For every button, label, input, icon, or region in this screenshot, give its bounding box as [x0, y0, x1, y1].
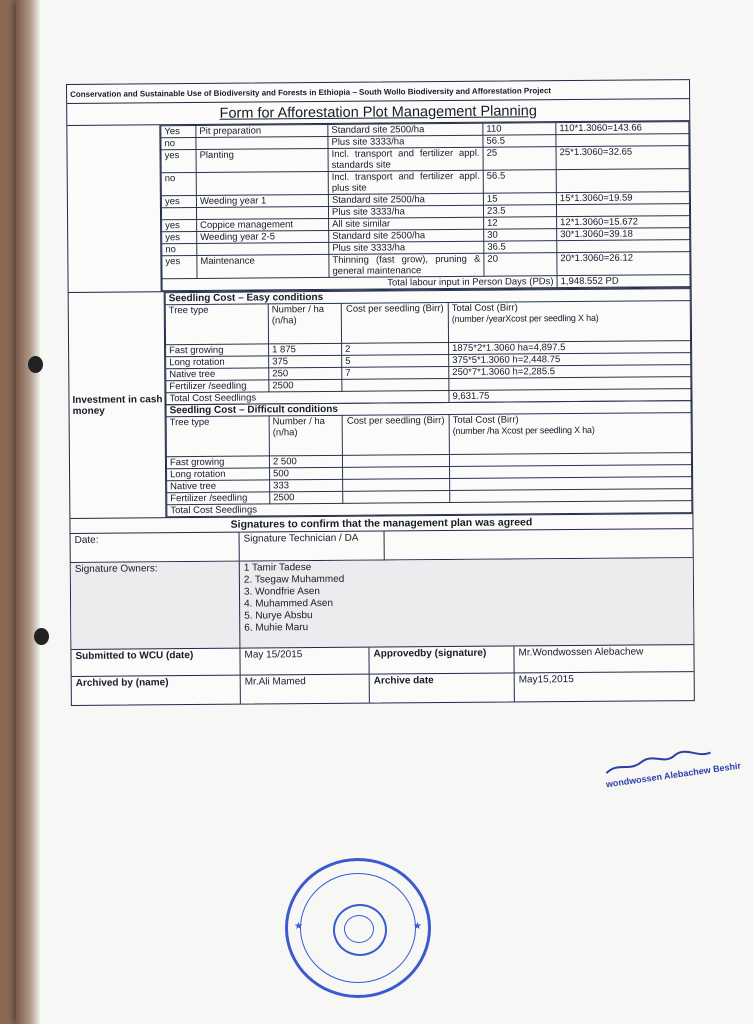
- labour-yes-no: yes: [161, 195, 196, 207]
- labour-description: Plus site 3333/ha: [329, 241, 484, 254]
- submitted-label: Submitted to WCU (date): [71, 649, 240, 676]
- labour-calculation: 25*1.3060=32.65: [556, 146, 689, 170]
- signature-title: Signatures to confirm that the management plan was agreed: [70, 514, 692, 534]
- labour-activity: Planting: [196, 148, 328, 172]
- labour-yes-no: yes: [162, 231, 197, 243]
- official-seal-icon: ★ ★: [285, 858, 431, 998]
- labour-total-value: 1,948.552 PD: [557, 275, 690, 288]
- owner-name: 1 Tamir Tadese: [243, 562, 312, 574]
- labour-calculation: 12*1.3060=15.672: [557, 216, 690, 229]
- labour-yes-no: [161, 207, 196, 219]
- labour-person-days: 23.5: [483, 205, 556, 218]
- labour-yes-no: yes: [162, 219, 197, 231]
- easy-col-total-note: (number /yearXcost per seedling X ha): [451, 312, 599, 324]
- labour-activity: Weeding year 2-5: [197, 230, 329, 243]
- easy-number-per-ha: 250: [269, 367, 342, 380]
- labour-activity: [196, 171, 328, 195]
- easy-col-total-title: Total Cost (Birr): [451, 302, 518, 314]
- labour-description: Thinning (fast grow), pruning & general maintenance: [329, 253, 484, 277]
- labour-yes-no: no: [161, 137, 196, 149]
- easy-total-cost: 1875*2*1.3060 ha=4,897.5: [449, 341, 691, 355]
- approved-value: Mr.Wondwossen Alebachew: [518, 646, 644, 659]
- easy-cost-per-seedling: 7: [342, 367, 449, 380]
- difficult-col-cost: Cost per seedling (Birr): [342, 415, 449, 456]
- owners-label: Signature Owners:: [71, 562, 241, 649]
- owner-name: 3. Wondfrie Asen: [243, 586, 321, 598]
- labour-person-days: 56.5: [483, 170, 556, 194]
- labour-side-label: [67, 125, 161, 292]
- submitted-value: May 15/2015: [240, 648, 369, 675]
- easy-total-cost: 250*7*1.3060 h=2,285.5: [449, 365, 691, 379]
- difficult-col-number: Number / ha (n/ha): [269, 415, 342, 456]
- labour-calculation: 15*1.3060=19.59: [556, 192, 689, 205]
- blue-signature-text: wondwossen Alebachew Beshir: [605, 760, 742, 790]
- labour-activity: Pit preparation: [196, 124, 328, 137]
- owners-list: [240, 558, 694, 648]
- labour-calculation: [557, 240, 690, 253]
- labour-yes-no: no: [162, 243, 197, 255]
- punch-hole-top: [28, 356, 43, 373]
- signature-owners-row: [71, 558, 694, 650]
- labour-calculation: [556, 204, 689, 217]
- easy-number-per-ha: 1 875: [269, 343, 342, 356]
- labour-description: Incl. transport and fertilizer appl. plus site: [328, 170, 483, 194]
- easy-total-value: 9,631.75: [449, 389, 691, 403]
- labour-person-days: 15: [483, 193, 556, 206]
- easy-tree-type: Native tree: [166, 368, 269, 381]
- labour-section: [67, 121, 690, 293]
- difficult-tree-type: Fertilizer /seedling: [167, 492, 270, 505]
- difficult-cost-per-seedling[interactable]: [342, 455, 449, 468]
- easy-seedling-table: [165, 288, 692, 405]
- investment-label: Investment in cash money: [69, 292, 167, 518]
- difficult-tree-type: Fast growing: [166, 456, 269, 469]
- easy-total-label: Total Cost Seedlings: [166, 391, 449, 405]
- labour-person-days: 25: [483, 147, 556, 171]
- labour-yes-no: no: [161, 172, 196, 195]
- easy-number-per-ha: 375: [269, 355, 342, 368]
- difficult-cost-per-seedling[interactable]: [343, 490, 450, 503]
- form-title: Form for Afforestation Plot Management Planning: [67, 99, 689, 126]
- difficult-number-per-ha: 500: [270, 467, 343, 480]
- difficult-cost-per-seedling[interactable]: [343, 478, 450, 491]
- owner-name: 4. Muhammed Asen: [244, 597, 334, 610]
- labour-activity: [197, 242, 329, 255]
- difficult-tree-type: Native tree: [167, 480, 270, 493]
- owner-name: 6. Muhie Maru: [244, 622, 309, 634]
- easy-col-total: [448, 301, 690, 343]
- labour-calculation: [556, 134, 689, 147]
- signature-section: [70, 514, 693, 705]
- archived-label: Archived by (name): [72, 676, 241, 705]
- difficult-title: Seedling Cost – Difficult conditions: [166, 401, 691, 417]
- archive-date-value: May15,2015: [518, 674, 574, 686]
- difficult-col-total-title: Total Cost (Birr): [452, 414, 519, 426]
- labour-yes-no: Yes: [161, 125, 196, 137]
- labour-person-days: 36.5: [484, 241, 557, 254]
- labour-calculation: 110*1.3060=143.66: [556, 122, 689, 135]
- easy-number-per-ha: 2500: [269, 379, 342, 392]
- labour-calculation: 20*1.3060=26.12: [557, 252, 690, 276]
- investment-section: [69, 288, 693, 519]
- labour-calculation: 30*1.3060=39.18: [557, 228, 690, 241]
- labour-activity: Coppice management: [197, 218, 329, 231]
- easy-tree-type: Fast growing: [166, 344, 269, 357]
- difficult-col-tree: Tree type: [166, 416, 269, 457]
- labour-person-days: 12: [484, 217, 557, 230]
- easy-tree-type: Fertilizer /seedling: [166, 380, 269, 393]
- labour-description: Standard site 2500/ha: [328, 123, 483, 136]
- labour-person-days: 30: [484, 229, 557, 242]
- difficult-col-total: [449, 413, 691, 455]
- punch-hole-bottom: [34, 628, 49, 645]
- easy-title: Seedling Cost – Easy conditions: [165, 289, 690, 305]
- labour-activity: Weeding year 1: [196, 194, 328, 207]
- difficult-number-per-ha: 333: [270, 479, 343, 492]
- labour-description: Plus site 3333/ha: [328, 135, 483, 148]
- labour-description: Incl. transport and fertilizer appl. standards site: [328, 147, 483, 171]
- labour-table: [160, 121, 690, 291]
- difficult-cost-per-seedling[interactable]: [343, 466, 450, 479]
- labour-total-label: Total labour input in Person Days (PDs): [162, 276, 557, 291]
- easy-tree-type: Long rotation: [166, 356, 269, 369]
- difficult-seedling-table: [166, 400, 693, 517]
- labour-description: Standard site 2500/ha: [329, 229, 484, 242]
- archive-date-label: Archive date: [370, 673, 515, 702]
- technician-label: Signature Technician / DA: [240, 532, 385, 561]
- paper-edge: [16, 0, 40, 1024]
- labour-description: Standard site 2500/ha: [328, 193, 483, 206]
- easy-cost-per-seedling: 2: [342, 343, 449, 356]
- labour-description: Plus site 3333/ha: [328, 205, 483, 218]
- labour-activity: [196, 206, 328, 219]
- labour-activity: [196, 136, 328, 149]
- labour-yes-no: yes: [162, 255, 197, 278]
- labour-yes-no: yes: [161, 149, 196, 172]
- technician-signature-field[interactable]: [385, 529, 693, 559]
- difficult-tree-type: Long rotation: [167, 468, 270, 481]
- labour-person-days: 110: [483, 123, 556, 136]
- labour-person-days: 20: [484, 253, 557, 277]
- labour-description: All site similar: [329, 217, 484, 230]
- archived-value: Mr.Ali Mamed: [241, 675, 370, 704]
- project-header: Conservation and Sustainable Use of Biodiversity and Forests in Ethiopia – South Wollo Biodiversity and Afforestation Project: [67, 80, 689, 104]
- date-label: Date:: [71, 533, 240, 562]
- difficult-col-total-note: (number /ha Xcost per seedling X ha): [452, 424, 595, 436]
- difficult-number-per-ha: 2 500: [269, 455, 342, 468]
- easy-total-cost: 375*5*1.3060 h=2,448.75: [449, 353, 691, 367]
- difficult-total-label: Total Cost Seedlings: [167, 501, 692, 517]
- easy-cost-per-seedling: 5: [342, 355, 449, 368]
- labour-activity: Maintenance: [197, 254, 329, 278]
- archived-row: [72, 672, 694, 705]
- easy-cost-per-seedling: [342, 379, 449, 392]
- easy-col-cost: Cost per seedling (Birr): [341, 303, 448, 344]
- approved-label: Approvedby (signature): [369, 646, 514, 673]
- labour-person-days: 56.5: [483, 135, 556, 148]
- difficult-number-per-ha: 2500: [270, 491, 343, 504]
- owner-name: 2. Tsegaw Muhammed: [243, 573, 345, 586]
- management-form: [66, 79, 695, 706]
- labour-calculation: [556, 169, 689, 193]
- owner-name: 5. Nurye Absbu: [244, 610, 313, 622]
- easy-col-tree: Tree type: [165, 304, 268, 345]
- easy-col-number: Number / ha (n/ha): [268, 303, 341, 344]
